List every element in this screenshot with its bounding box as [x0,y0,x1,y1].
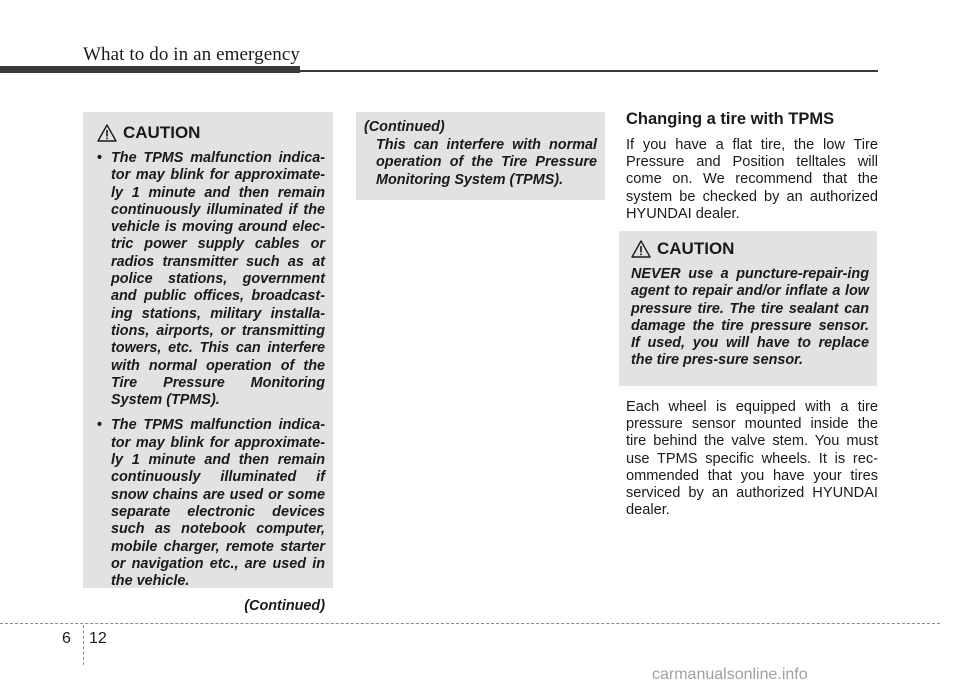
chapter-number: 6 [62,630,71,647]
header-bar [0,66,300,73]
caution-bullet [97,417,325,590]
footer-dashed-divider [83,625,84,665]
page-number: 12 [89,630,107,647]
caution-box-tpms-malfunction [83,112,333,615]
warning-triangle-icon [97,124,117,142]
section-paragraph: If you have a flat tire, the low Tire Pressure and Position telltales will come on. We recommend that the system be checked by an authorized HYUNDAI dealer. [626,137,878,222]
continued-label: (Continued) [364,119,445,135]
header-rule [300,70,878,72]
caution-box-continued [356,112,605,200]
caution-heading [631,238,869,260]
caution-label: CAUTION [657,239,735,258]
caution-text: NEVER use a puncture-repair-ing agent to repair and/or inflate a low pressure tire. The tire sealant can damage the tire pressure sensor. If used, you will have to replace the tire pres-sure sensor. [631,266,869,369]
caution-heading [97,122,325,144]
caution-label: CAUTION [123,123,201,142]
continued-label: (Continued) [244,598,325,615]
warning-triangle-icon [631,240,651,258]
caution-bullet [97,150,325,409]
section-paragraph: Each wheel is equipped with a tire pressure sensor mounted inside the tire behind the valve stem. You must use TPMS specific wheels. It is rec-ommended that you have your tires serviced by an authorized HYUNDAI dealer. [626,399,878,519]
caution-bullet-text: The TPMS malfunction indica-tor may blink for approximate-ly 1 minute and then remain continuously illuminated if snow chains are used or some separate electronic devices such as notebook computer, mobile charger, remote starter or navigation etc., are used in the vehicle. [111,417,325,590]
bullet-dot: • [97,417,103,434]
watermark: carmanualsonline.info [652,666,808,683]
caution-box-puncture-repair [619,231,877,386]
section-title: Changing a tire with TPMS [626,110,835,128]
footer-dashed-rule [0,623,940,624]
page-header-title: What to do in an emergency [83,44,300,65]
caution-continued-text: This can interfere with normal operation of the Tire Pressure Monitoring System (TPMS). [376,137,597,188]
bullet-dot: • [97,150,103,166]
caution-bullet-text: The TPMS malfunction indica-tor may blink for approximate-ly 1 minute and then remain continuously illuminated if the vehicle is moving around elec-tric power supply cables or radios transmitter such as at police stations, government and public offices, broadcast-ing stations, military installa-tions, airports, or transmitting towers, etc. This can interfere with normal operation of the Tire Pressure Monitoring System (TPMS). [111,150,325,409]
